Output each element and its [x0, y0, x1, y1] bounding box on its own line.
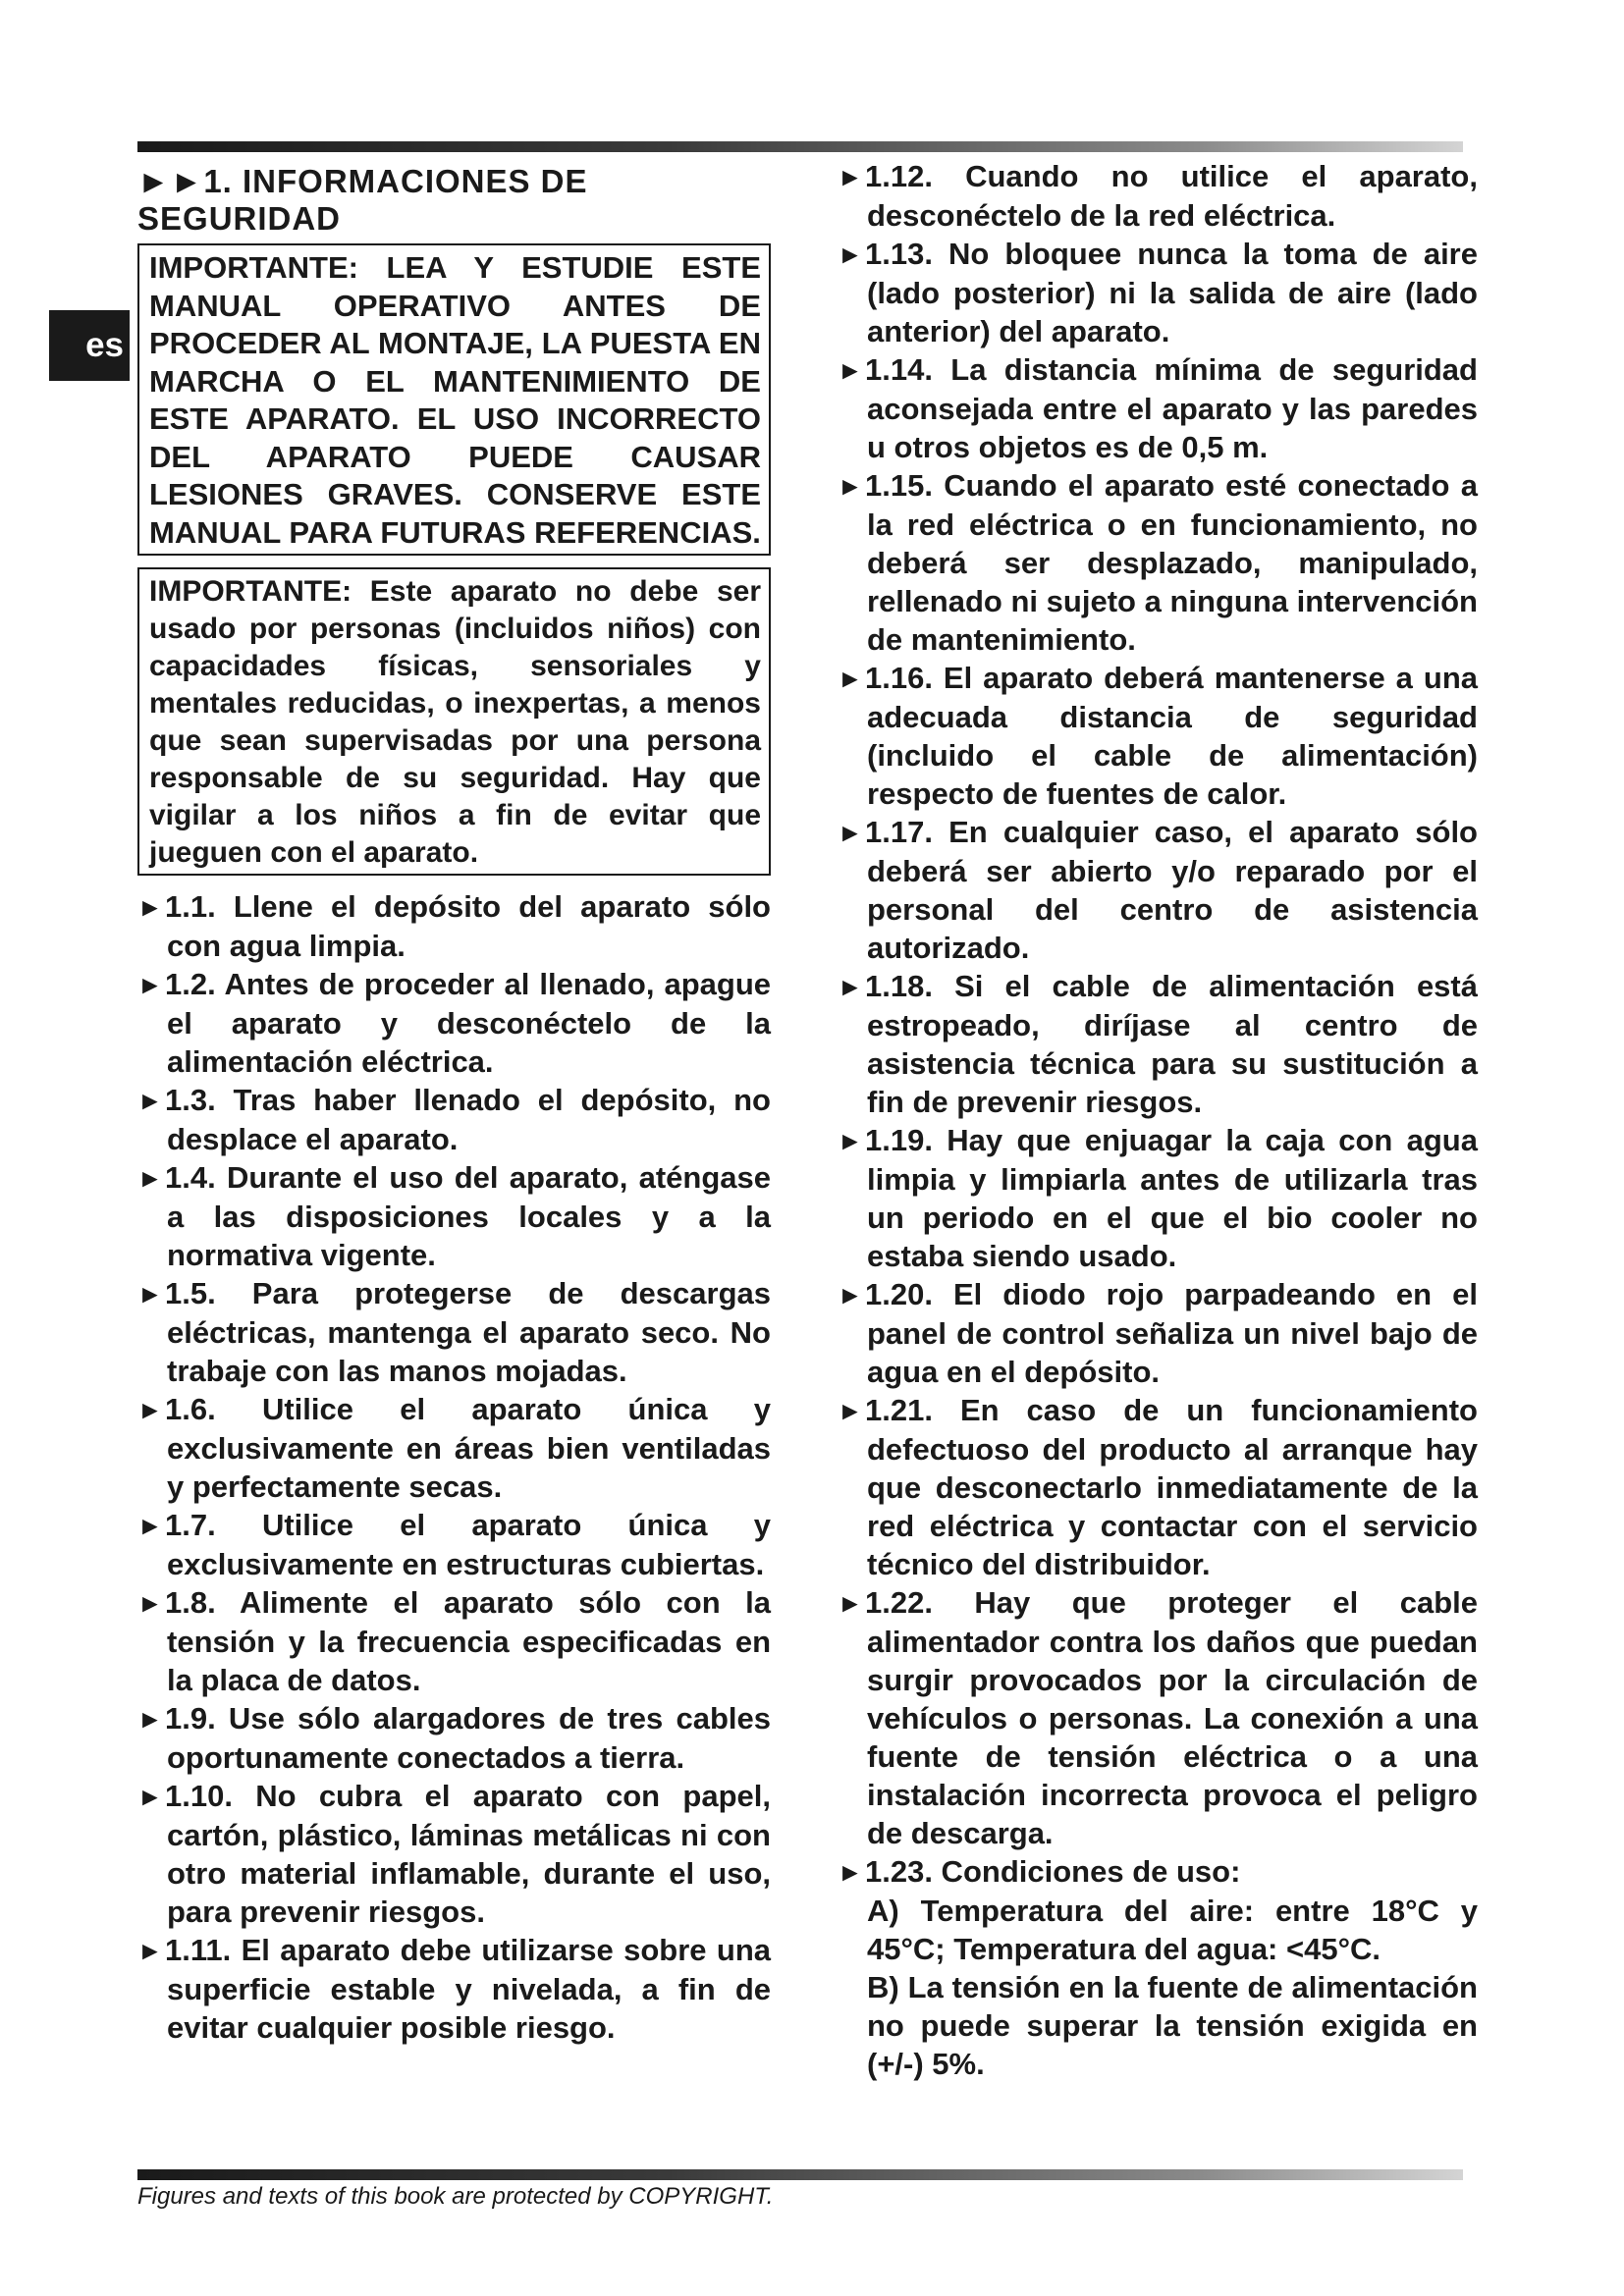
safety-item-text: 1.17. En cualquier caso, el aparato sólo deberá ser abierto y/o reparado por el personal del centro de asistencia autorizado.: [865, 815, 1478, 965]
condition-b: B) La tensión en la fuente de alimentación no puede superar la tensión exigida en (+/-) 5%.: [867, 1970, 1478, 2081]
safety-item-text: 1.22. Hay que proteger el cable alimentador contra los daños que puedan surgir provocados por la circulación de vehículos o personas. La conexión a una fuente de tensión eléctrica o a una instalación incorrecta provoca el peligro de descarga.: [865, 1585, 1478, 1850]
safety-item: [838, 1583, 1478, 1852]
language-tab: es: [49, 310, 130, 381]
safety-item-text: 1.21. En caso de un funcionamiento defectuoso del producto al arranque hay que desconectarlo inmediatamente de la red eléctrica y contactar con el servicio técnico del distribuidor.: [865, 1393, 1478, 1581]
arrow-bullet-icon: ►: [838, 471, 863, 501]
arrow-bullet-icon: ►: [137, 1279, 163, 1308]
arrow-bullet-icon: ►: [137, 1511, 163, 1540]
safety-item: [838, 1275, 1478, 1391]
arrow-bullet-icon: ►: [838, 972, 863, 1001]
safety-item-text: 1.15. Cuando el aparato esté conectado a la red eléctrica o en funcionamiento, no deberá ser desplazado, manipulado, rellenado ni sujeto a ninguna intervención de mantenimiento.: [865, 468, 1478, 657]
condition-a: A) Temperatura del aire: entre 18°C y 45°C; Temperatura del agua: <45°C.: [867, 1894, 1478, 1966]
safety-item: [838, 1852, 1478, 1892]
arrow-bullet-icon: ►: [838, 1126, 863, 1155]
safety-item: [137, 1777, 771, 1931]
safety-item-text: 1.20. El diodo rojo parpadeando en el panel de control señaliza un nivel bajo de agua en el depósito.: [865, 1277, 1478, 1389]
arrow-bullet-icon: ►: [137, 970, 163, 999]
top-gradient-rule: [137, 141, 1463, 152]
safety-item-text: 1.9. Use sólo alargadores de tres cables oportunamente conectados a tierra.: [165, 1701, 771, 1775]
important-notice-1: IMPORTANTE: LEA Y ESTUDIE ESTE MANUAL OPERATIVO ANTES DE PROCEDER AL MONTAJE, LA PUESTA EN MARCHA O EL MANTENIMIENTO DE ESTE APARATO. EL USO INCORRECTO DEL APARATO PUEDE CAUSAR LESIONES GRAVES. CONSERVE ESTE MANUAL PARA FUTURAS REFERENCIAS.: [137, 243, 771, 556]
important-notice-2: IMPORTANTE: Este aparato no debe ser usado por personas (incluidos niños) con capacidades físicas, sensoriales y mentales reducidas, o inexpertas, a menos que sean supervisadas por una persona responsable de su seguridad. Hay que vigilar a los niños a fin de evitar que jueguen con el aparato.: [137, 567, 771, 876]
safety-item: [137, 1583, 771, 1699]
safety-item-text: 1.4. Durante el uso del aparato, aténgase a las disposiciones locales y a la normativa vigente.: [165, 1160, 771, 1272]
arrow-bullet-icon: ►: [137, 1936, 163, 1965]
safety-item: [838, 813, 1478, 967]
safety-item-text: 1.18. Si el cable de alimentación está estropeado, diríjase al centro de asistencia técnica para su sustitución a fin de prevenir riesgos.: [865, 969, 1478, 1119]
safety-item: [137, 1699, 771, 1777]
safety-item: [137, 1158, 771, 1274]
arrow-bullet-icon: ►: [137, 1086, 163, 1115]
safety-item: [137, 1506, 771, 1583]
arrow-bullet-icon: ►: [137, 1395, 163, 1424]
arrow-bullet-icon: ►: [838, 818, 863, 847]
arrow-bullet-icon: ►: [838, 664, 863, 693]
safety-item: [137, 887, 771, 965]
safety-item: [838, 1121, 1478, 1275]
safety-item: [137, 1081, 771, 1158]
safety-item: [838, 466, 1478, 659]
safety-item-text: 1.1. Llene el depósito del aparato sólo con agua limpia.: [165, 889, 771, 963]
safety-item-text: 1.14. La distancia mínima de seguridad aconsejada entre el aparato y las paredes u otros objetos es de 0,5 m.: [865, 352, 1478, 464]
safety-item-text: 1.5. Para protegerse de descargas eléctricas, mantenga el aparato seco. No trabaje con las manos mojadas.: [165, 1276, 771, 1388]
safety-item-text: 1.23. Condiciones de uso:: [865, 1854, 1241, 1889]
arrow-bullet-icon: ►: [137, 1588, 163, 1618]
safety-item-text: 1.19. Hay que enjuagar la caja con agua limpia y limpiarla antes de utilizarla tras un periodo en el que el bio cooler no estaba siendo usado.: [865, 1123, 1478, 1273]
arrow-bullet-icon: ►: [137, 1782, 163, 1811]
safety-item-text: 1.8. Alimente el aparato sólo con la tensión y la frecuencia especificadas en la placa de datos.: [165, 1585, 771, 1697]
arrow-bullet-icon: ►: [838, 1857, 863, 1887]
heading-title-line1: 1. INFORMACIONES DE: [203, 163, 588, 199]
section-heading: [137, 163, 771, 238]
safety-item: [838, 235, 1478, 350]
arrow-bullet-icon: ►: [137, 892, 163, 922]
safety-item-text: 1.6. Utilice el aparato única y exclusivamente en áreas bien ventiladas y perfectamente secas.: [165, 1392, 771, 1504]
arrow-bullet-icon: ►: [838, 240, 863, 269]
safety-item-text: 1.16. El aparato deberá mantenerse a una adecuada distancia de seguridad (incluido el cable de alimentación) respecto de fuentes de calor.: [865, 661, 1478, 811]
safety-item-text: 1.13. No bloquee nunca la toma de aire (lado posterior) ni la salida de aire (lado anterior) del aparato.: [865, 237, 1478, 348]
safety-item: [838, 659, 1478, 813]
safety-item: [137, 1931, 771, 2047]
arrow-bullet-icon: ►: [838, 1396, 863, 1425]
safety-item-text: 1.7. Utilice el aparato única y exclusivamente en estructuras cubiertas.: [165, 1508, 771, 1581]
arrow-bullet-icon: ►: [838, 162, 863, 191]
bottom-gradient-rule: [137, 2169, 1463, 2180]
safety-item-text: 1.3. Tras haber llenado el depósito, no desplace el aparato.: [165, 1083, 771, 1156]
arrow-bullet-icon: ►: [838, 1588, 863, 1618]
safety-item: [137, 1390, 771, 1506]
safety-item: [137, 1274, 771, 1390]
heading-arrows: ►►: [137, 163, 204, 199]
safety-item: [838, 1391, 1478, 1583]
arrow-bullet-icon: ►: [838, 1280, 863, 1309]
safety-item: [838, 350, 1478, 466]
safety-item-text: 1.10. No cubra el aparato con papel, cartón, plástico, láminas metálicas ni con otro material inflamable, durante el uso, para prevenir riesgos.: [165, 1779, 771, 1929]
safety-item-text: 1.11. El aparato debe utilizarse sobre una superficie estable y nivelada, a fin de evitar cualquier posible riesgo.: [165, 1933, 771, 2045]
safety-item: [838, 157, 1478, 235]
left-column: [137, 157, 771, 2047]
safety-item-text: 1.2. Antes de proceder al llenado, apague el aparato y desconéctelo de la alimentación eléctrica.: [165, 967, 771, 1079]
safety-item: [137, 965, 771, 1081]
arrow-bullet-icon: ►: [838, 355, 863, 385]
safety-item-text: 1.12. Cuando no utilice el aparato, desconéctelo de la red eléctrica.: [865, 159, 1478, 233]
heading-title-line2: SEGURIDAD: [137, 200, 342, 237]
arrow-bullet-icon: ►: [137, 1704, 163, 1734]
safety-item: [838, 967, 1478, 1121]
arrow-bullet-icon: ►: [137, 1163, 163, 1193]
copyright-footer: Figures and texts of this book are protected by COPYRIGHT.: [137, 2183, 774, 2210]
right-column: [838, 157, 1478, 2083]
